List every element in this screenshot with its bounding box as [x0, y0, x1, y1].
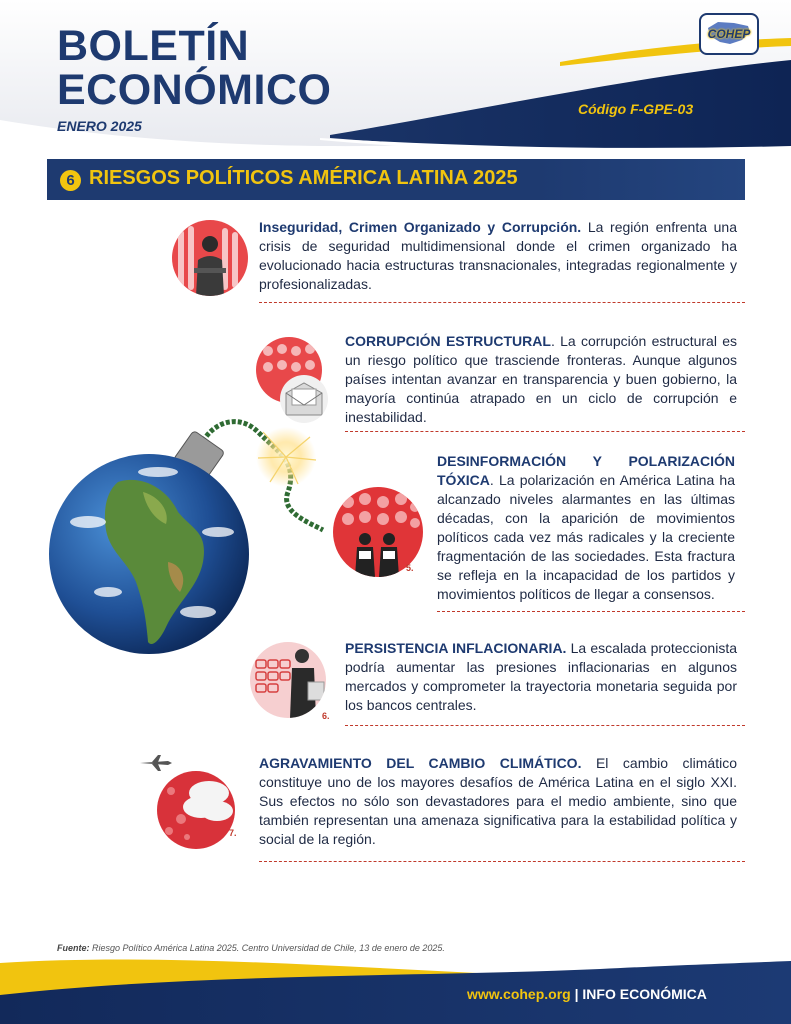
globe-bomb-icon	[48, 412, 348, 662]
title-line-1: BOLETÍN	[57, 22, 250, 70]
item-corruption-heading: CORRUPCIÓN ESTRUCTURAL	[345, 333, 551, 349]
section-title: RIESGOS POLÍTICOS AMÉRICA LATINA 2025	[89, 167, 518, 189]
figure-number-7: 7.	[229, 828, 237, 838]
title-line-2: ECONÓMICO	[57, 66, 332, 114]
report-title	[57, 24, 331, 112]
separator-4	[345, 725, 745, 726]
footer-divider: |	[570, 986, 583, 1002]
footer-label: INFO ECONÓMICA	[582, 986, 707, 1002]
item-climate-body: El cambio climático constituye uno de los mayores desafíos de América Latina en el siglo XXI. Sus efectos no sólo son devastadores para el medio ambiente, sino que también representan una amenaza significativa para la estabilidad política y social de la región.	[259, 755, 738, 847]
item-polarization-text	[437, 452, 735, 604]
cohep-logo	[699, 13, 759, 55]
inflation-image	[250, 642, 326, 718]
crime-image	[172, 220, 248, 296]
airplane-icon	[138, 754, 174, 772]
item-climate-heading: AGRAVAMIENTO DEL CAMBIO CLIMÁTICO.	[259, 755, 582, 771]
document-code: Código F-GPE-03	[578, 101, 694, 117]
item-corruption-body: . La corrupción estructural es un riesgo político que trasciende fronteras. Aunque algunos países intentan avanzar en transparencia y buen gobierno, la mayoría continúa atrapado en un ciclo de corrupción e inestabilidad.	[345, 333, 737, 425]
item-polarization-body: . La polarización en América Latina ha alcanzado niveles alarmantes en las últimas décadas, con la aparición de movimientos políticos cada vez más radicales y la creciente fragmentación de las sociedades. Esta fractura se refleja en la incapacidad de los partidos y movimientos políticos de llegar a consensos.	[437, 472, 735, 602]
report-month: ENERO 2025	[57, 118, 142, 134]
separator-1	[259, 302, 745, 303]
separator-2	[345, 431, 745, 432]
item-corruption-text	[345, 332, 737, 427]
footer-website-link[interactable]: www.cohep.org	[467, 986, 571, 1002]
logo-text: COHEP	[707, 27, 751, 41]
footer-text	[467, 986, 707, 1002]
item-insecurity-heading: Inseguridad, Crimen Organizado y Corrupción.	[259, 219, 582, 235]
item-insecurity-text	[259, 218, 737, 294]
item-inflation-heading: PERSISTENCIA INFLACIONARIA.	[345, 640, 567, 656]
section-number-badge: 6	[60, 170, 81, 191]
figure-number-6: 6.	[322, 711, 330, 721]
separator-5	[259, 861, 745, 862]
figure-number-5: 5.	[406, 563, 414, 573]
item-climate-text	[259, 754, 737, 849]
source-text: Riesgo Político América Latina 2025. Centro Universidad de Chile, 13 de enero de 2025.	[89, 943, 445, 953]
source-label: Fuente:	[57, 943, 90, 953]
item-inflation-text	[345, 639, 737, 715]
item-polarization-heading: DESINFORMACIÓN Y POLARIZACIÓN TÓXICA	[437, 453, 735, 488]
item-inflation-body: La escalada proteccionista podría aumentar las presiones inflacionarias en algunos mercados y comprometer la trayectoria monetaria seguida por los bancos centrales.	[345, 640, 737, 713]
climate-image	[157, 771, 235, 849]
separator-3	[437, 611, 745, 612]
source-note	[57, 943, 445, 953]
item-insecurity-body: La región enfrenta una crisis de seguridad multidimensional donde el crimen organizado ha evolucionado hacia estructuras transnacionales, integradas regionalmente y profesionalizadas.	[259, 219, 737, 292]
